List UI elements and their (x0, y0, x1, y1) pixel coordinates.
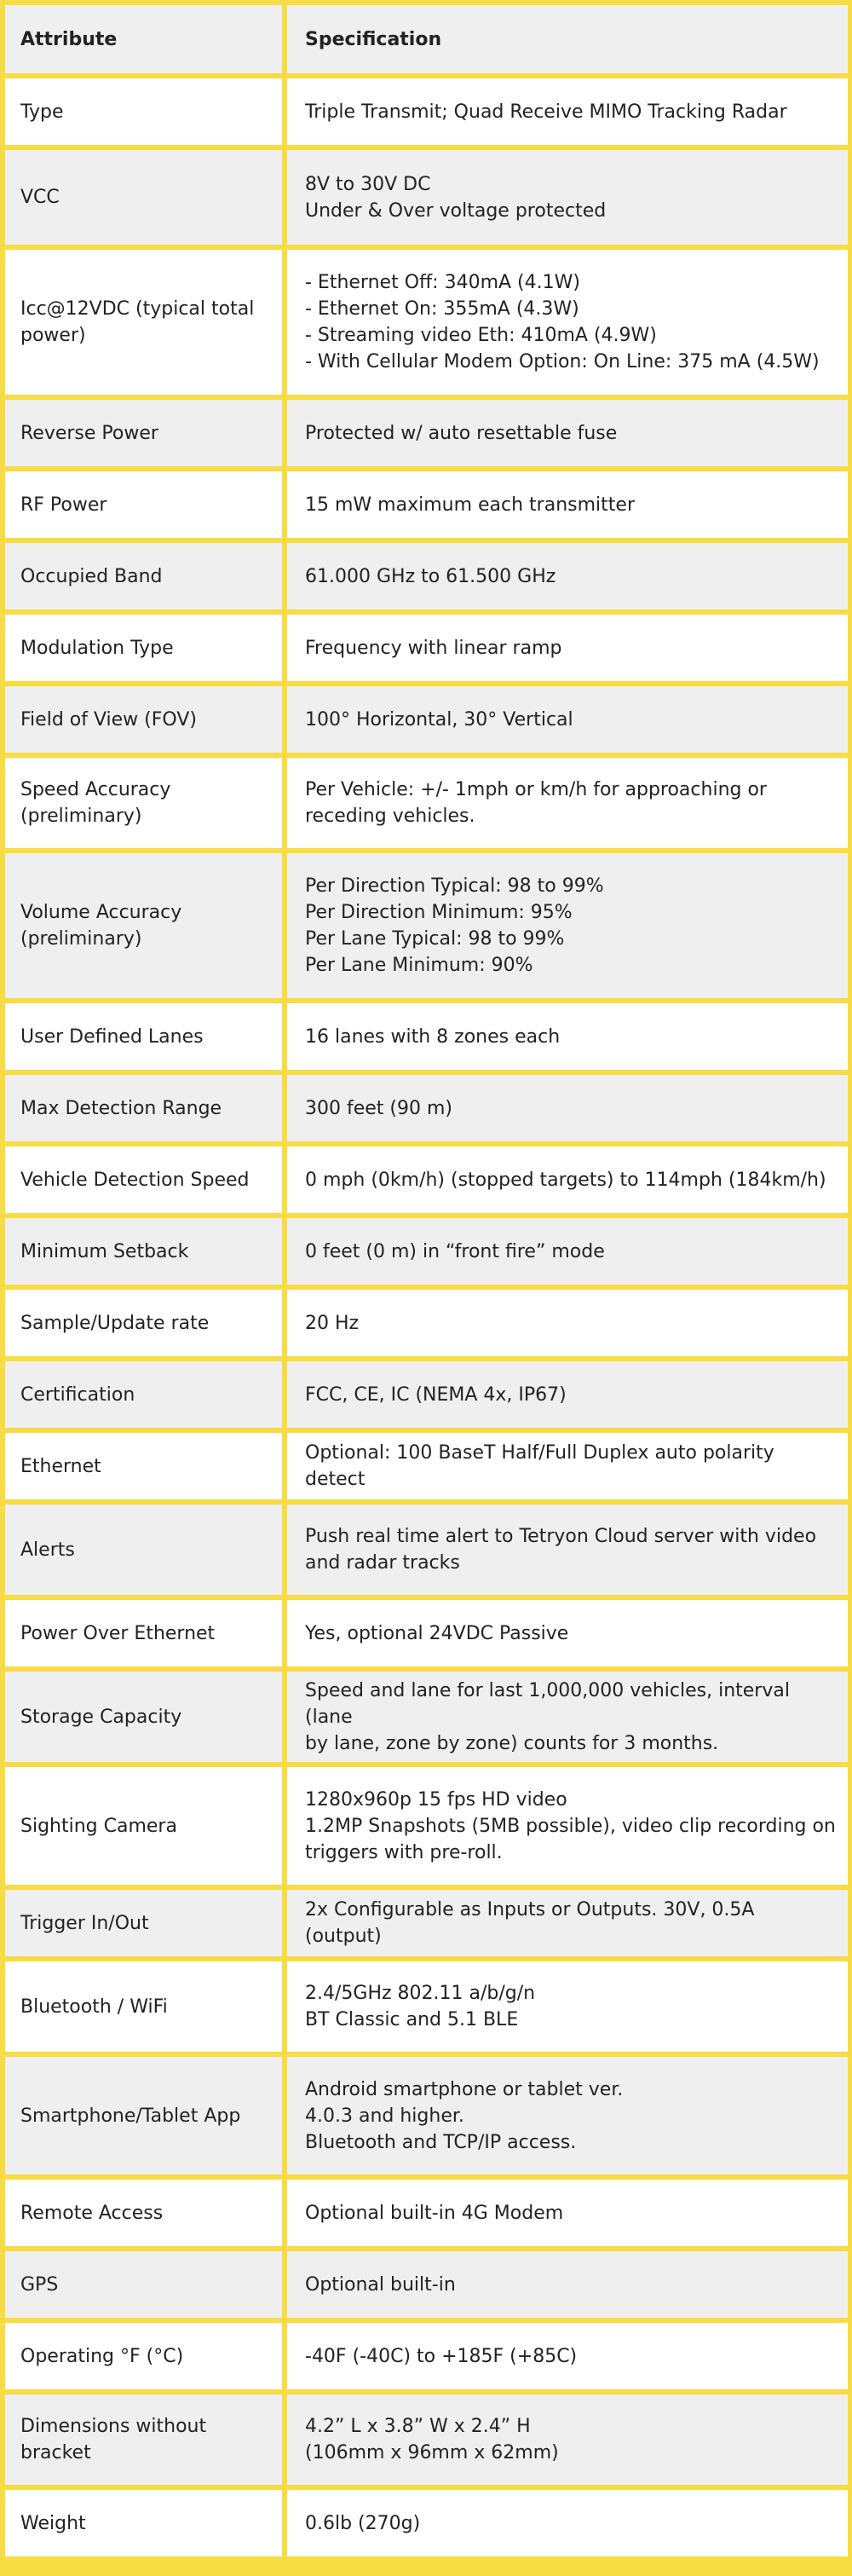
attribute-cell (5, 2057, 282, 2175)
specification-cell (287, 471, 848, 538)
attribute-text: Minimum Setback (20, 1240, 189, 1262)
attribute-cell (5, 758, 282, 848)
attribute-text: Field of View (FOV) (20, 708, 197, 731)
attribute-cell (5, 1075, 282, 1141)
table-row (5, 2180, 848, 2246)
specification-cell (287, 1361, 848, 1428)
attribute-text: bracket (20, 2442, 91, 2463)
table-row (5, 400, 848, 466)
specification-cell (287, 2394, 848, 2485)
specification-text: 16 lanes with 8 zones each (305, 1025, 561, 1048)
attribute-text: Power Over Ethernet (20, 1622, 216, 1644)
specification-text: Speed and lane for last 1,000,000 vehicles, interval (lane (305, 1679, 790, 1728)
table-row (5, 2251, 848, 2318)
specification-text: Optional built-in 4G Modem (305, 2202, 564, 2224)
attribute-text: RF Power (20, 494, 107, 516)
table-row (5, 2323, 848, 2389)
specification-cell (287, 2251, 848, 2318)
attribute-text: Type (20, 101, 64, 123)
specification-text: Per Direction Typical: 98 to 99% (305, 875, 604, 897)
specification-text: and radar tracks (305, 1552, 460, 1574)
table-row (5, 615, 848, 681)
table-row (5, 1075, 848, 1141)
attribute-text: Volume Accuracy (20, 902, 182, 923)
table-row (5, 150, 848, 245)
table-row (5, 853, 848, 998)
specification-text: 0 feet (0 m) in “front fire” mode (305, 1240, 605, 1262)
specification-cell (287, 853, 848, 998)
specification-text: - Streaming video Eth: 410mA (4.9W) (305, 325, 657, 346)
attribute-text: (preliminary) (20, 806, 142, 827)
attribute-text: User Defined Lanes (20, 1025, 204, 1048)
table-row (5, 78, 848, 145)
table-row (5, 1146, 848, 1213)
attribute-text: (preliminary) (20, 928, 142, 950)
table-row (5, 1672, 848, 1762)
attribute-cell (5, 2180, 282, 2246)
specification-cell (287, 1003, 848, 1070)
specification-text: triggers with pre-roll. (305, 1841, 503, 1863)
specification-text: 300 feet (90 m) (305, 1097, 453, 1119)
specification-text: Android smartphone or tablet ver. (305, 2078, 624, 2100)
attribute-cell (5, 1767, 282, 1885)
specification-text: FCC, CE, IC (NEMA 4x, IP67) (305, 1383, 567, 1406)
attribute-cell (5, 1218, 282, 1285)
attribute-cell (5, 686, 282, 753)
attribute-text: Trigger In/Out (20, 1912, 149, 1934)
specification-cell (287, 1146, 848, 1213)
specification-cell (287, 2180, 848, 2246)
specification-text: 1.2MP Snapshots (5MB possible), video clip recording on (305, 1815, 836, 1837)
table-row (5, 1505, 848, 1595)
specification-cell (287, 150, 848, 245)
attribute-text: GPS (20, 2273, 59, 2296)
table-row (5, 1600, 848, 1666)
attribute-cell (5, 2251, 282, 2318)
table-row (5, 1218, 848, 1285)
attribute-cell (5, 1003, 282, 1070)
specification-text: Per Lane Minimum: 90% (305, 955, 533, 976)
attribute-text: Speed Accuracy (20, 779, 171, 800)
table-row (5, 1290, 848, 1356)
table-row (5, 758, 848, 848)
attribute-text: Reverse Power (20, 422, 158, 444)
table-row (5, 1767, 848, 1885)
table-row (5, 2394, 848, 2485)
attribute-cell (5, 543, 282, 609)
attribute-text: Dimensions without (20, 2416, 207, 2437)
attribute-cell (5, 1361, 282, 1428)
attribute-text: Occupied Band (20, 565, 163, 587)
specification-cell (287, 250, 848, 395)
table-row (5, 2057, 848, 2175)
specification-cell (287, 1672, 848, 1762)
attribute-cell (5, 250, 282, 395)
attribute-text: Sample/Update rate (20, 1312, 210, 1334)
specification-text: Per Direction Minimum: 95% (305, 902, 573, 923)
attribute-cell (5, 1961, 282, 2052)
attribute-text: Weight (20, 2512, 86, 2534)
attribute-text: Remote Access (20, 2202, 164, 2224)
specification-cell (287, 1218, 848, 1285)
attribute-text: Storage Capacity (20, 1706, 182, 1728)
specification-cell (287, 2323, 848, 2389)
attribute-cell (5, 150, 282, 245)
specification-text: -40F (-40C) to +185F (+85C) (305, 2345, 578, 2367)
specification-cell (287, 2057, 848, 2175)
specification-cell (287, 686, 848, 753)
specification-cell (287, 2490, 848, 2556)
specification-text: - Ethernet On: 355mA (4.3W) (305, 298, 579, 320)
attribute-text: power) (20, 325, 86, 346)
specification-cell (287, 1767, 848, 1885)
attribute-text: Smartphone/Tablet App (20, 2105, 241, 2127)
specification-cell (287, 1290, 848, 1356)
attribute-text: Sighting Camera (20, 1815, 177, 1837)
specification-text: Triple Transmit; Quad Receive MIMO Tracking Radar (305, 101, 787, 123)
attribute-text: Ethernet (20, 1455, 101, 1477)
specification-text: 20 Hz (305, 1312, 360, 1334)
attribute-text: Bluetooth / WiFi (20, 1996, 168, 2018)
specification-cell (287, 400, 848, 466)
attribute-cell (5, 1600, 282, 1666)
table-row (5, 1361, 848, 1428)
specification-text: 2.4/5GHz 802.11 a/b/g/n (305, 1983, 536, 2004)
specification-text: - With Cellular Modem Option: On Line: 375 mA (4.5W) (305, 351, 820, 373)
specification-cell (287, 78, 848, 145)
specification-text: Push real time alert to Tetryon Cloud server with video (305, 1526, 817, 1547)
attribute-text: Modulation Type (20, 637, 174, 659)
specification-text: BT Classic and 5.1 BLE (305, 2009, 519, 2030)
header-specification: Specification (287, 5, 848, 73)
attribute-text: Alerts (20, 1539, 75, 1561)
specification-cell (287, 1075, 848, 1141)
attribute-cell (5, 78, 282, 145)
specification-text: - Ethernet Off: 340mA (4.1W) (305, 272, 580, 293)
specification-text: 2x Configurable as Inputs or Outputs. 30V, 0.5A (output) (305, 1899, 755, 1947)
attribute-cell (5, 400, 282, 466)
specification-text: Bluetooth and TCP/IP access. (305, 2131, 577, 2153)
attribute-text: Vehicle Detection Speed (20, 1169, 250, 1191)
specification-text: 8V to 30V DC (305, 173, 431, 195)
specification-text: Under & Over voltage protected (305, 199, 607, 222)
table-row (5, 471, 848, 538)
attribute-cell (5, 2323, 282, 2389)
specification-text: (106mm x 96mm x 62mm) (305, 2442, 559, 2463)
specification-cell (287, 1890, 848, 1956)
specification-text: Frequency with linear ramp (305, 637, 562, 659)
table-row (5, 1890, 848, 1956)
attribute-cell (5, 1290, 282, 1356)
table-row (5, 2490, 848, 2556)
specification-text: Optional built-in (305, 2273, 456, 2296)
attribute-text: Operating °F (°C) (20, 2345, 184, 2367)
table-header-row (5, 5, 848, 73)
attribute-cell (5, 1433, 282, 1499)
table-row (5, 686, 848, 753)
specification-text: 4.0.3 and higher. (305, 2105, 464, 2127)
attribute-cell (5, 2490, 282, 2556)
specification-text: 61.000 GHz to 61.500 GHz (305, 565, 556, 587)
attribute-cell (5, 615, 282, 681)
header-attribute: Attribute (5, 5, 282, 73)
attribute-cell (5, 1890, 282, 1956)
specification-text: Optional: 100 BaseT Half/Full Duplex auto polarity detect (305, 1442, 774, 1490)
specification-text: 15 mW maximum each transmitter (305, 494, 635, 516)
table-row (5, 1003, 848, 1070)
attribute-text: Certification (20, 1383, 135, 1406)
attribute-cell (5, 2394, 282, 2485)
attribute-cell (5, 471, 282, 538)
specification-cell (287, 1505, 848, 1595)
specification-text: receding vehicles. (305, 806, 475, 827)
specification-cell (287, 543, 848, 609)
attribute-cell (5, 1672, 282, 1762)
specification-cell (287, 758, 848, 848)
table-row (5, 1433, 848, 1499)
specification-text: Protected w/ auto resettable fuse (305, 422, 618, 444)
specification-cell (287, 1961, 848, 2052)
specification-cell (287, 1433, 848, 1499)
attribute-cell (5, 853, 282, 998)
specification-text: Yes, optional 24VDC Passive (305, 1622, 569, 1644)
attribute-text: Max Detection Range (20, 1097, 222, 1119)
specification-text: Per Vehicle: +/- 1mph or km/h for approaching or (305, 779, 767, 800)
specification-text: 4.2” L x 3.8” W x 2.4” H (305, 2416, 531, 2437)
specification-text: Per Lane Typical: 98 to 99% (305, 928, 565, 950)
attribute-text: VCC (20, 187, 60, 208)
specification-cell (287, 1600, 848, 1666)
attribute-cell (5, 1146, 282, 1213)
specification-text: 0.6lb (270g) (305, 2512, 421, 2534)
attribute-cell (5, 1505, 282, 1595)
specification-cell (287, 615, 848, 681)
specification-text: 100° Horizontal, 30° Vertical (305, 708, 573, 731)
specification-text: by lane, zone by zone) counts for 3 months. (305, 1732, 719, 1754)
specification-text: 0 mph (0km/h) (stopped targets) to 114mph (184km/h) (305, 1169, 826, 1191)
table-row (5, 1961, 848, 2052)
table-row (5, 250, 848, 395)
table-row (5, 543, 848, 609)
attribute-text: Icc@12VDC (typical total (20, 298, 255, 320)
specification-text: 1280x960p 15 fps HD video (305, 1788, 567, 1811)
